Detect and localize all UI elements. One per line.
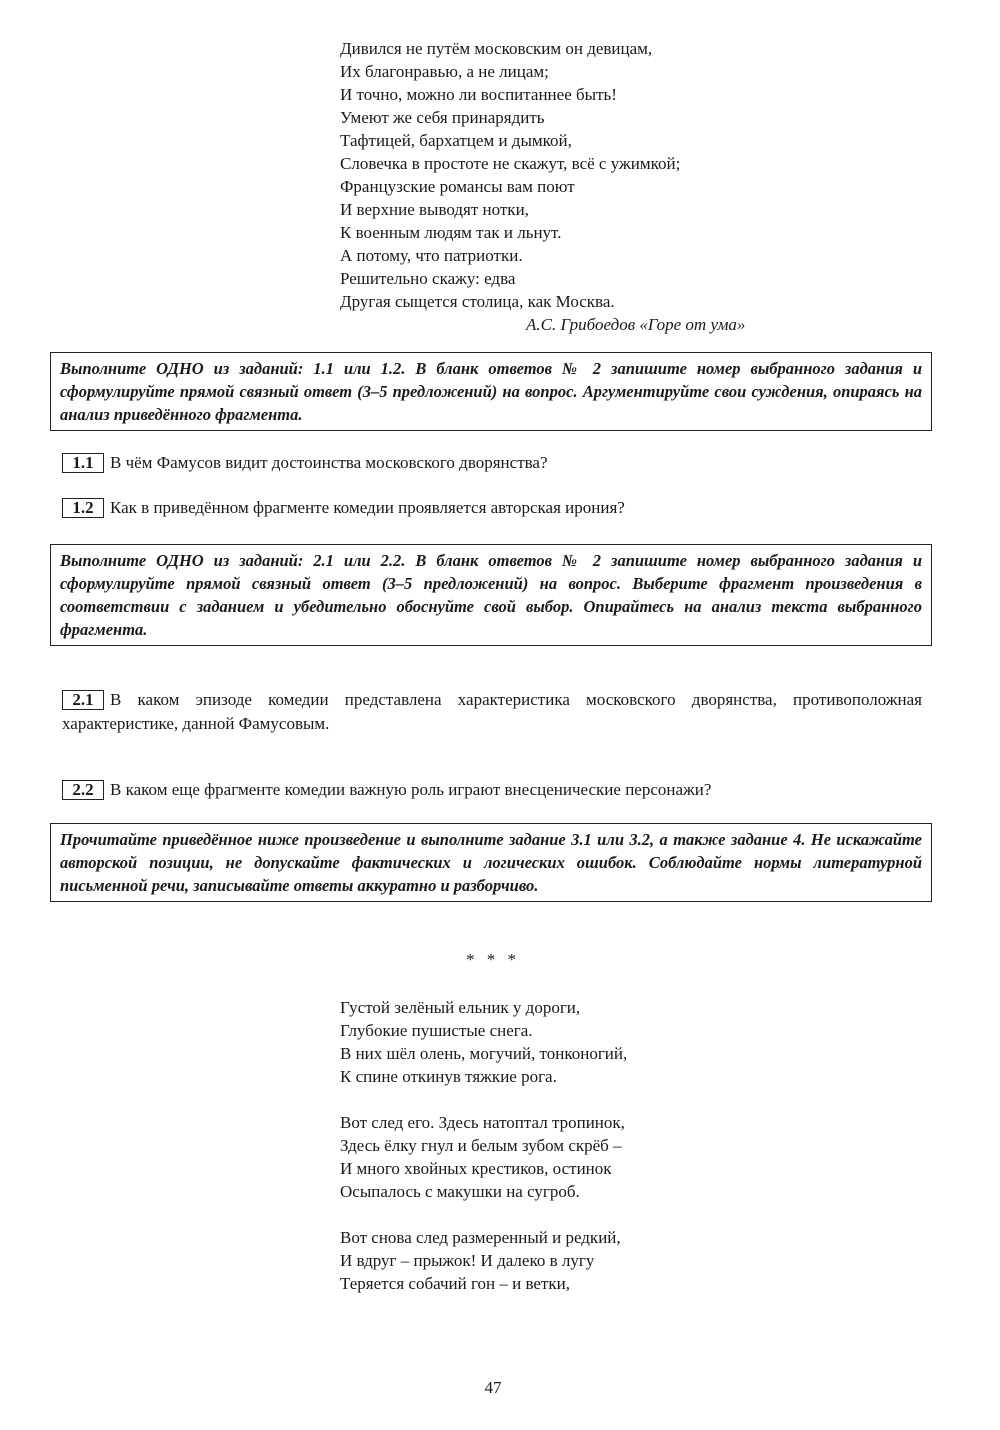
task-text: В каком еще фрагменте комедии важную роль играют внесценические персонажи? (110, 780, 712, 799)
task-number: 2.2 (62, 780, 104, 800)
poem-attribution: А.С. Грибоедов «Горе от ума» (526, 315, 746, 334)
instruction-box-1: Выполните ОДНО из заданий: 1.1 или 1.2. В бланк ответов № 2 запишите номер выбранного задания и сформулируйте прямой связный ответ (3–5 предложений) на вопрос. Аргументируйте свои суждения, опираясь на анализ приведённого фрагмента. (50, 352, 932, 431)
poem-line: Дивился не путём московским он девицам, (340, 39, 653, 58)
poem-line: Осыпалось с макушки на сугроб. (340, 1182, 580, 1201)
poem-line: В них шёл олень, могучий, тонконогий, (340, 1044, 628, 1063)
poem-line: И вдруг – прыжок! И далеко в лугу (340, 1251, 595, 1270)
poem-stanza (340, 1226, 627, 1295)
task-number: 1.1 (62, 453, 104, 473)
poem-line: Тафтицей, бархатцем и дымкой, (340, 131, 572, 150)
page-number: 47 (484, 1378, 502, 1397)
poem-line: Вот след его. Здесь натоптал тропинок, (340, 1113, 625, 1132)
task-2-2 (62, 778, 922, 802)
poem-stanza (340, 996, 627, 1088)
poem-line: Умеют же себя принарядить (340, 108, 545, 127)
task-1-2 (62, 496, 922, 520)
poem-second (340, 996, 627, 1318)
poem-excerpt (340, 37, 745, 336)
task-text: В каком эпизоде комедии представлена характеристика московского дворянства, противоположная характеристике, данной Фамусовым. (62, 690, 922, 733)
poem-line: Густой зелёный ельник у дороги, (340, 998, 581, 1017)
poem-line: И много хвойных крестиков, остинок (340, 1159, 612, 1178)
task-text: В чём Фамусов видит достоинства московского дворянства? (110, 453, 548, 472)
poem-line: К спине откинув тяжкие рога. (340, 1067, 557, 1086)
poem-line: Решительно скажу: едва (340, 269, 516, 288)
task-2-1 (62, 688, 922, 736)
poem-line: А потому, что патриотки. (340, 246, 523, 265)
poem-line: И верхние выводят нотки, (340, 200, 529, 219)
poem-line: Словечка в простоте не скажут, всё с ужимкой; (340, 154, 681, 173)
poem-line: Здесь ёлку гнул и белым зубом скрёб – (340, 1136, 622, 1155)
task-1-1 (62, 451, 922, 475)
poem-line: Французские романсы вам поют (340, 177, 575, 196)
poem-line: И точно, можно ли воспитаннее быть! (340, 85, 617, 104)
poem-line: К военным людям так и льнут. (340, 223, 562, 242)
task-text: Как в приведённом фрагменте комедии проявляется авторская ирония? (110, 498, 625, 517)
poem-stanza (340, 1111, 627, 1203)
instruction-box-3: Прочитайте приведённое ниже произведение и выполните задание 3.1 или 3.2, а также задание 4. Не искажайте авторской позиции, не допускайте фактических и логических ошибок. Соблюдайте нормы литературной письменной речи, записывайте ответы аккуратно и разборчиво. (50, 823, 932, 902)
task-number: 2.1 (62, 690, 104, 710)
task-number: 1.2 (62, 498, 104, 518)
poem-line: Теряется собачий гон – и ветки, (340, 1274, 570, 1293)
poem-line: Глубокие пушистые снега. (340, 1021, 533, 1040)
poem-separator-stars: * * * (466, 950, 520, 969)
poem-line: Их благонравью, а не лицам; (340, 62, 549, 81)
poem-line: Вот снова след размеренный и редкий, (340, 1228, 621, 1247)
poem-line: Другая сыщется столица, как Москва. (340, 292, 615, 311)
instruction-box-2: Выполните ОДНО из заданий: 2.1 или 2.2. В бланк ответов № 2 запишите номер выбранного задания и сформулируйте прямой связный ответ (3–5 предложений) на вопрос. Выберите фрагмент произведения в соответствии с заданием и убедительно обоснуйте свой выбор. Опирайтесь на анализ текста выбранного фрагмента. (50, 544, 932, 646)
